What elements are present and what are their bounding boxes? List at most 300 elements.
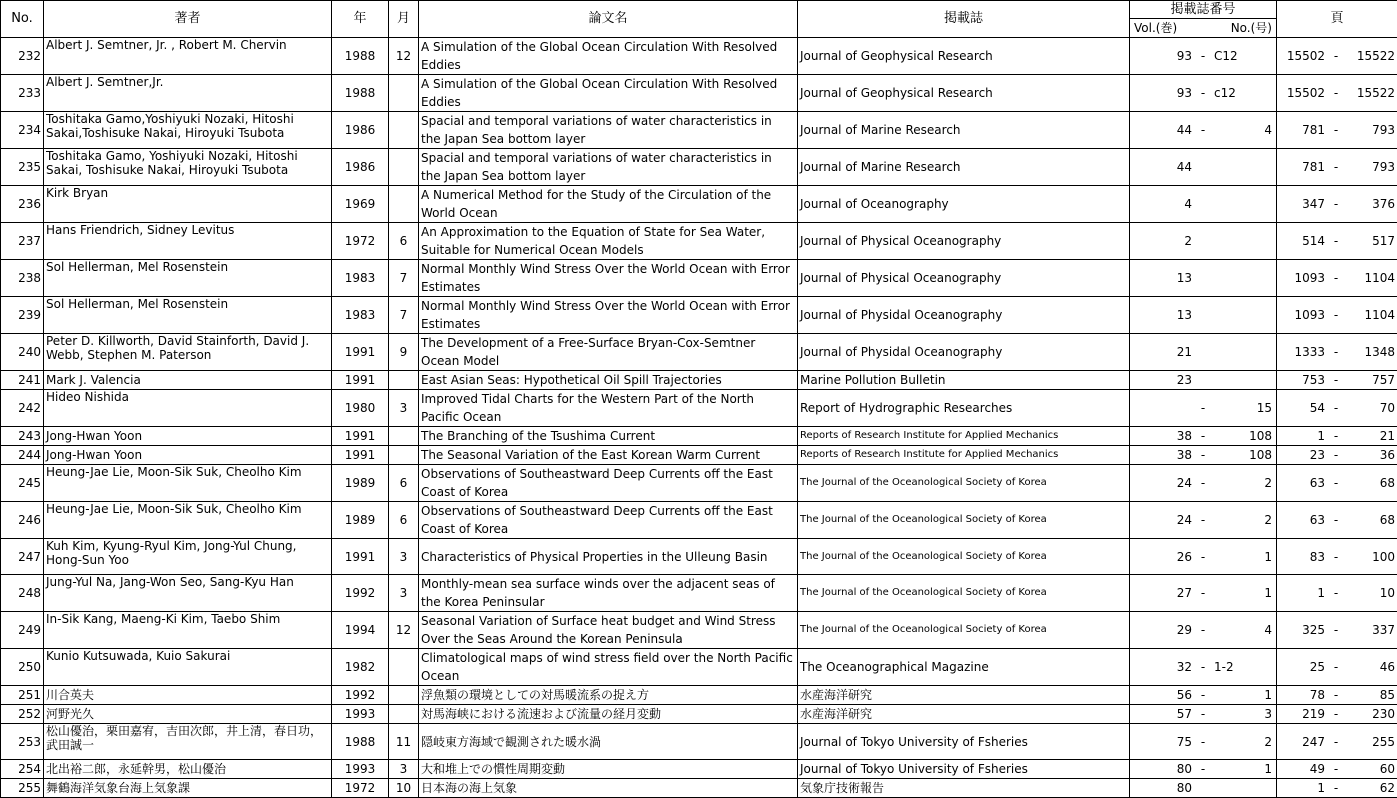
cell-no[interactable]: 248 [1, 575, 44, 612]
cell-no[interactable]: 236 [1, 186, 44, 223]
cell-page-start: 78 [1279, 688, 1325, 702]
cell-vol: 93 [1132, 86, 1192, 100]
cell-journal[interactable]: Journal of Marine Research [798, 149, 1130, 186]
table-row [1, 539, 1397, 575]
cell-title[interactable]: A Simulation of the Global Ocean Circulation With Resolved Eddies [419, 38, 798, 75]
cell-page-end: 376 [1347, 197, 1395, 211]
cell-page-start: 54 [1279, 401, 1325, 415]
cell-author[interactable]: Jong-Hwan Yoon [44, 446, 332, 465]
cell-pages[interactable] [1277, 446, 1397, 465]
cell-page-start: 1093 [1279, 271, 1325, 285]
cell-num: 1 [1214, 550, 1274, 564]
cell-journal[interactable]: Journal of Geophysical Research [798, 75, 1130, 112]
cell-pages[interactable] [1277, 612, 1397, 649]
cell-no[interactable]: 243 [1, 427, 44, 446]
cell-vol-dash: - [1192, 476, 1214, 490]
cell-page-end: 21 [1347, 429, 1395, 443]
table-row [1, 38, 1397, 75]
cell-journal[interactable]: Report of Hydrographic Researches [798, 390, 1130, 427]
cell-vol: 80 [1132, 762, 1192, 776]
cell-month[interactable] [389, 686, 419, 705]
cell-page-end: 70 [1347, 401, 1395, 415]
cell-no[interactable]: 252 [1, 705, 44, 724]
cell-no[interactable]: 254 [1, 760, 44, 779]
table-row [1, 297, 1397, 334]
cell-month[interactable]: 6 [389, 502, 419, 539]
cell-author[interactable]: Toshitaka Gamo,Yoshiyuki Nozaki, Hitoshi Sakai,Toshisuke Nakai, Hiroyuki Tsubota [44, 112, 332, 149]
cell-pages[interactable] [1277, 502, 1397, 539]
cell-page-dash: - [1325, 271, 1347, 285]
table-row [1, 75, 1397, 112]
cell-title[interactable]: Characteristics of Physical Properties in the Ulleung Basin [419, 539, 798, 575]
table-row [1, 427, 1397, 446]
cell-journal[interactable]: The Journal of the Oceanological Society of Korea [798, 539, 1130, 575]
col-header-issue[interactable] [1130, 1, 1277, 38]
cell-title[interactable]: The Branching of the Tsushima Current [419, 427, 798, 446]
cell-year[interactable]: 1991 [332, 446, 389, 465]
cell-issue[interactable] [1130, 465, 1277, 502]
cell-page-end: 68 [1347, 476, 1395, 490]
cell-pages[interactable] [1277, 75, 1397, 112]
cell-journal[interactable]: Journal of Oceanography [798, 186, 1130, 223]
cell-author[interactable]: 北出裕二郎，永延幹男，松山優治 [44, 760, 332, 779]
cell-title[interactable]: Normal Monthly Wind Stress Over the World Ocean with Error Estimates [419, 297, 798, 334]
cell-author[interactable]: Heung-Jae Lie, Moon-Sik Suk, Cheolho Kim [44, 465, 332, 502]
cell-journal[interactable]: The Oceanographical Magazine [798, 649, 1130, 686]
cell-issue[interactable] [1130, 112, 1277, 149]
cell-page-start: 781 [1279, 160, 1325, 174]
cell-year[interactable]: 1994 [332, 612, 389, 649]
cell-vol: 21 [1132, 345, 1192, 359]
cell-month[interactable] [389, 371, 419, 390]
cell-page-dash: - [1325, 197, 1347, 211]
cell-month[interactable]: 3 [389, 390, 419, 427]
cell-month[interactable]: 11 [389, 724, 419, 760]
cell-author[interactable]: Hans Friendrich, Sidney Levitus [44, 223, 332, 260]
cell-no[interactable]: 241 [1, 371, 44, 390]
cell-no[interactable]: 235 [1, 149, 44, 186]
cell-year[interactable]: 1982 [332, 649, 389, 686]
cell-vol-dash: - [1192, 401, 1214, 415]
cell-year[interactable]: 1986 [332, 112, 389, 149]
cell-page-dash: - [1325, 86, 1347, 100]
col-header-page[interactable]: 頁 [1277, 1, 1397, 38]
cell-journal[interactable]: 水産海洋研究 [798, 686, 1130, 705]
cell-title[interactable]: Climatological maps of wind stress field over the North Pacific Ocean [419, 649, 798, 686]
cell-issue[interactable] [1130, 38, 1277, 75]
cell-pages[interactable] [1277, 371, 1397, 390]
col-header-issue-group: 掲載誌番号 [1130, 1, 1277, 19]
cell-title[interactable]: An Approximation to the Equation of State for Sea Water, Suitable for Numerical Ocean Models [419, 223, 798, 260]
cell-page-end: 100 [1347, 550, 1395, 564]
cell-issue[interactable] [1130, 575, 1277, 612]
cell-num: 2 [1214, 513, 1274, 527]
cell-issue[interactable] [1130, 705, 1277, 724]
table-row [1, 149, 1397, 186]
cell-page-start: 219 [1279, 707, 1325, 721]
cell-no[interactable]: 251 [1, 686, 44, 705]
cell-title[interactable]: 大和堆上での慣性周期変動 [419, 760, 798, 779]
cell-year[interactable]: 1989 [332, 465, 389, 502]
cell-month[interactable]: 9 [389, 334, 419, 371]
cell-page-end: 15522 [1347, 86, 1395, 100]
cell-year[interactable]: 1986 [332, 149, 389, 186]
cell-title[interactable]: The Seasonal Variation of the East Korean Warm Current [419, 446, 798, 465]
cell-page-dash: - [1325, 308, 1347, 322]
cell-pages[interactable] [1277, 760, 1397, 779]
cell-journal[interactable]: Journal of Physical Oceanography [798, 260, 1130, 297]
cell-vol: 13 [1132, 271, 1192, 285]
cell-num: 1-2 [1214, 660, 1274, 674]
cell-journal[interactable]: Journal of Physical Oceanography [798, 223, 1130, 260]
cell-author[interactable]: Heung-Jae Lie, Moon-Sik Suk, Cheolho Kim [44, 502, 332, 539]
cell-page-start: 25 [1279, 660, 1325, 674]
cell-pages[interactable] [1277, 649, 1397, 686]
cell-author[interactable]: 松山優治，栗田嘉宥，吉田次郎，井上清，春日功，武田誠一 [44, 724, 332, 760]
cell-month[interactable]: 3 [389, 760, 419, 779]
cell-no[interactable]: 233 [1, 75, 44, 112]
cell-page-dash: - [1325, 586, 1347, 600]
cell-year[interactable]: 1992 [332, 575, 389, 612]
cell-no[interactable]: 232 [1, 38, 44, 75]
cell-no[interactable]: 247 [1, 539, 44, 575]
cell-no[interactable]: 238 [1, 260, 44, 297]
cell-issue[interactable] [1130, 297, 1277, 334]
cell-month[interactable] [389, 186, 419, 223]
cell-author[interactable]: Kuh Kim, Kyung-Ryul Kim, Jong-Yul Chung, Hong-Sun Yoo [44, 539, 332, 575]
cell-page-dash: - [1325, 707, 1347, 721]
cell-page-start: 514 [1279, 234, 1325, 248]
cell-issue[interactable] [1130, 649, 1277, 686]
col-header-title[interactable]: 論文名 [419, 1, 798, 38]
cell-year[interactable]: 1992 [332, 686, 389, 705]
table-row [1, 705, 1397, 724]
table-row [1, 502, 1397, 539]
cell-vol-dash: - [1192, 688, 1214, 702]
cell-pages[interactable] [1277, 575, 1397, 612]
cell-pages[interactable] [1277, 297, 1397, 334]
cell-author[interactable]: Toshitaka Gamo, Yoshiyuki Nozaki, Hitoshi Sakai, Toshisuke Nakai, Hiroyuki Tsubota [44, 149, 332, 186]
cell-title[interactable]: The Development of a Free-Surface Bryan-Cox-Semtner Ocean Model [419, 334, 798, 371]
cell-title[interactable]: 日本海の海上気象 [419, 779, 798, 798]
cell-journal[interactable]: 気象庁技術報告 [798, 779, 1130, 798]
cell-page-start: 15502 [1279, 49, 1325, 63]
cell-vol: 2 [1132, 234, 1192, 248]
cell-month[interactable]: 12 [389, 38, 419, 75]
cell-vol: 38 [1132, 429, 1192, 443]
cell-pages[interactable] [1277, 334, 1397, 371]
cell-title[interactable]: Observations of Southeastward Deep Currents off the East Coast of Korea [419, 502, 798, 539]
cell-pages[interactable] [1277, 465, 1397, 502]
cell-month[interactable]: 10 [389, 779, 419, 798]
cell-page-end: 517 [1347, 234, 1395, 248]
cell-journal[interactable]: Journal of Tokyo University of Fsheries [798, 760, 1130, 779]
cell-month[interactable]: 7 [389, 260, 419, 297]
cell-title[interactable]: East Asian Seas: Hypothetical Oil Spill Trajectories [419, 371, 798, 390]
cell-vol: 38 [1132, 448, 1192, 462]
cell-no[interactable]: 239 [1, 297, 44, 334]
cell-page-end: 793 [1347, 160, 1395, 174]
table-row [1, 112, 1397, 149]
cell-page-end: 36 [1347, 448, 1395, 462]
col-header-journal[interactable]: 掲載誌 [798, 1, 1130, 38]
cell-issue[interactable] [1130, 724, 1277, 760]
cell-year[interactable]: 1991 [332, 427, 389, 446]
cell-issue[interactable] [1130, 539, 1277, 575]
cell-journal[interactable]: Journal of Physidal Oceanography [798, 297, 1130, 334]
cell-pages[interactable] [1277, 223, 1397, 260]
cell-page-dash: - [1325, 735, 1347, 749]
cell-vol: 4 [1132, 197, 1192, 211]
cell-author[interactable]: 舞鶴海洋気象台海上気象課 [44, 779, 332, 798]
cell-year[interactable]: 1983 [332, 260, 389, 297]
cell-page-dash: - [1325, 550, 1347, 564]
cell-author[interactable]: In-Sik Kang, Maeng-Ki Kim, Taebo Shim [44, 612, 332, 649]
cell-title[interactable]: Spacial and temporal variations of water characteristics in the Japan Sea bottom layer [419, 149, 798, 186]
col-header-vol: Vol.(巻) [1134, 19, 1177, 37]
cell-page-dash: - [1325, 513, 1347, 527]
cell-page-end: 10 [1347, 586, 1395, 600]
cell-year[interactable]: 1980 [332, 390, 389, 427]
cell-year[interactable]: 1988 [332, 38, 389, 75]
cell-title[interactable]: A Simulation of the Global Ocean Circulation With Resolved Eddies [419, 75, 798, 112]
cell-issue[interactable] [1130, 223, 1277, 260]
cell-page-end: 1104 [1347, 308, 1395, 322]
cell-vol-dash: - [1192, 550, 1214, 564]
cell-page-start: 1093 [1279, 308, 1325, 322]
cell-issue[interactable] [1130, 75, 1277, 112]
cell-pages[interactable] [1277, 38, 1397, 75]
cell-vol-dash: - [1192, 735, 1214, 749]
cell-page-end: 255 [1347, 735, 1395, 749]
cell-title[interactable]: Normal Monthly Wind Stress Over the World Ocean with Error Estimates [419, 260, 798, 297]
cell-page-dash: - [1325, 781, 1347, 795]
cell-year[interactable]: 1983 [332, 297, 389, 334]
cell-pages[interactable] [1277, 705, 1397, 724]
cell-year[interactable]: 1991 [332, 371, 389, 390]
col-header-year[interactable]: 年 [332, 1, 389, 38]
cell-vol: 27 [1132, 586, 1192, 600]
cell-author[interactable]: 川合英夫 [44, 686, 332, 705]
cell-no[interactable]: 237 [1, 223, 44, 260]
cell-page-dash: - [1325, 373, 1347, 387]
cell-vol: 93 [1132, 49, 1192, 63]
cell-title[interactable]: 隠岐東方海域で観測された暖水渦 [419, 724, 798, 760]
cell-vol: 80 [1132, 781, 1192, 795]
cell-no[interactable]: 234 [1, 112, 44, 149]
cell-page-dash: - [1325, 49, 1347, 63]
cell-journal[interactable]: Marine Pollution Bulletin [798, 371, 1130, 390]
cell-journal[interactable]: Journal of Geophysical Research [798, 38, 1130, 75]
cell-page-start: 1 [1279, 781, 1325, 795]
cell-issue[interactable] [1130, 390, 1277, 427]
cell-month[interactable]: 7 [389, 297, 419, 334]
cell-issue[interactable] [1130, 149, 1277, 186]
cell-vol-dash: - [1192, 762, 1214, 776]
table-row [1, 575, 1397, 612]
cell-author[interactable]: Sol Hellerman, Mel Rosenstein [44, 260, 332, 297]
cell-no[interactable]: 246 [1, 502, 44, 539]
cell-year[interactable]: 1972 [332, 223, 389, 260]
col-header-author[interactable]: 著者 [44, 1, 332, 38]
cell-issue[interactable] [1130, 612, 1277, 649]
cell-issue[interactable] [1130, 260, 1277, 297]
cell-month[interactable] [389, 75, 419, 112]
cell-vol-dash: - [1192, 448, 1214, 462]
cell-num: 15 [1214, 401, 1274, 415]
cell-vol-dash: - [1192, 623, 1214, 637]
cell-pages[interactable] [1277, 779, 1397, 798]
cell-title[interactable]: 対馬海峡における流速および流量の経月変動 [419, 705, 798, 724]
cell-num: 1 [1214, 586, 1274, 600]
cell-page-end: 793 [1347, 123, 1395, 137]
cell-issue[interactable] [1130, 446, 1277, 465]
cell-vol-dash: - [1192, 586, 1214, 600]
cell-pages[interactable] [1277, 112, 1397, 149]
table-row [1, 649, 1397, 686]
cell-author[interactable]: Sol Hellerman, Mel Rosenstein [44, 297, 332, 334]
cell-vol-dash: - [1192, 513, 1214, 527]
cell-page-start: 347 [1279, 197, 1325, 211]
cell-vol: 29 [1132, 623, 1192, 637]
cell-month[interactable] [389, 112, 419, 149]
col-header-month[interactable]: 月 [389, 1, 419, 38]
cell-journal[interactable]: The Journal of the Oceanological Society of Korea [798, 502, 1130, 539]
cell-journal[interactable]: 水産海洋研究 [798, 705, 1130, 724]
cell-year[interactable]: 1988 [332, 724, 389, 760]
cell-num: 1 [1214, 762, 1274, 776]
cell-vol: 13 [1132, 308, 1192, 322]
cell-author[interactable]: Jong-Hwan Yoon [44, 427, 332, 446]
cell-journal[interactable]: The Journal of the Oceanological Society of Korea [798, 575, 1130, 612]
cell-year[interactable]: 1991 [332, 539, 389, 575]
cell-page-start: 753 [1279, 373, 1325, 387]
cell-page-start: 63 [1279, 513, 1325, 527]
cell-no[interactable]: 244 [1, 446, 44, 465]
cell-month[interactable] [389, 649, 419, 686]
col-header-no[interactable]: No. [1, 1, 44, 38]
table-row [1, 779, 1397, 798]
cell-pages[interactable] [1277, 186, 1397, 223]
col-header-num: No.(号) [1231, 19, 1272, 37]
cell-month[interactable] [389, 446, 419, 465]
cell-vol: 23 [1132, 373, 1192, 387]
cell-no[interactable]: 249 [1, 612, 44, 649]
cell-title[interactable]: Observations of Southeastward Deep Currents off the East Coast of Korea [419, 465, 798, 502]
cell-page-dash: - [1325, 234, 1347, 248]
cell-author[interactable]: Hideo Nishida [44, 390, 332, 427]
cell-author[interactable]: Kunio Kutsuwada, Kuio Sakurai [44, 649, 332, 686]
cell-issue[interactable] [1130, 686, 1277, 705]
cell-vol: 24 [1132, 513, 1192, 527]
cell-year[interactable]: 1988 [332, 75, 389, 112]
cell-year[interactable]: 1993 [332, 705, 389, 724]
cell-vol-dash: - [1192, 429, 1214, 443]
cell-title[interactable]: 浮魚類の環境としての対馬暖流系の捉え方 [419, 686, 798, 705]
cell-pages[interactable] [1277, 260, 1397, 297]
cell-page-dash: - [1325, 345, 1347, 359]
cell-pages[interactable] [1277, 427, 1397, 446]
cell-page-start: 49 [1279, 762, 1325, 776]
cell-title[interactable]: Seasonal Variation of Surface heat budget and Wind Stress Over the Seas Around the Korean Peninsula [419, 612, 798, 649]
cell-month[interactable]: 6 [389, 465, 419, 502]
cell-issue[interactable] [1130, 760, 1277, 779]
cell-page-end: 60 [1347, 762, 1395, 776]
cell-issue[interactable] [1130, 186, 1277, 223]
cell-pages[interactable] [1277, 724, 1397, 760]
cell-page-dash: - [1325, 660, 1347, 674]
cell-month[interactable] [389, 149, 419, 186]
table-row [1, 186, 1397, 223]
cell-journal[interactable]: Journal of Physidal Oceanography [798, 334, 1130, 371]
cell-author[interactable]: Kirk Bryan [44, 186, 332, 223]
cell-pages[interactable] [1277, 390, 1397, 427]
cell-author[interactable]: 河野光久 [44, 705, 332, 724]
cell-no[interactable]: 242 [1, 390, 44, 427]
cell-month[interactable] [389, 705, 419, 724]
table-row [1, 760, 1397, 779]
cell-title[interactable]: Improved Tidal Charts for the Western Part of the North Pacific Ocean [419, 390, 798, 427]
cell-month[interactable] [389, 427, 419, 446]
cell-author[interactable]: Albert J. Semtner, Jr. , Robert M. Chervin [44, 38, 332, 75]
cell-no[interactable]: 253 [1, 724, 44, 760]
cell-page-dash: - [1325, 448, 1347, 462]
cell-author[interactable]: Albert J. Semtner,Jr. [44, 75, 332, 112]
cell-issue[interactable] [1130, 502, 1277, 539]
cell-month[interactable]: 3 [389, 539, 419, 575]
cell-issue[interactable] [1130, 371, 1277, 390]
cell-title[interactable]: Spacial and temporal variations of water characteristics in the Japan Sea bottom layer [419, 112, 798, 149]
cell-vol-dash: - [1192, 660, 1214, 674]
cell-month[interactable]: 3 [389, 575, 419, 612]
cell-year[interactable]: 1972 [332, 779, 389, 798]
cell-author[interactable]: Peter D. Killworth, David Stainforth, David J. Webb, Stephen M. Paterson [44, 334, 332, 371]
cell-year[interactable]: 1993 [332, 760, 389, 779]
cell-title[interactable]: Monthly-mean sea surface winds over the adjacent seas of the Korea Peninsular [419, 575, 798, 612]
cell-page-dash: - [1325, 688, 1347, 702]
cell-issue[interactable] [1130, 427, 1277, 446]
cell-journal[interactable]: Reports of Research Institute for Applied Mechanics [798, 446, 1130, 465]
table-row [1, 612, 1397, 649]
cell-journal[interactable]: The Journal of the Oceanological Society of Korea [798, 612, 1130, 649]
cell-year[interactable]: 1991 [332, 334, 389, 371]
cell-journal[interactable]: Reports of Research Institute for Applied Mechanics [798, 427, 1130, 446]
cell-pages[interactable] [1277, 539, 1397, 575]
cell-journal[interactable]: The Journal of the Oceanological Society of Korea [798, 465, 1130, 502]
cell-year[interactable]: 1969 [332, 186, 389, 223]
cell-vol: 26 [1132, 550, 1192, 564]
cell-no[interactable]: 250 [1, 649, 44, 686]
cell-no[interactable]: 245 [1, 465, 44, 502]
cell-pages[interactable] [1277, 686, 1397, 705]
cell-journal[interactable]: Journal of Tokyo University of Fsheries [798, 724, 1130, 760]
cell-page-end: 68 [1347, 513, 1395, 527]
cell-no[interactable]: 255 [1, 779, 44, 798]
cell-author[interactable]: Jung-Yul Na, Jang-Won Seo, Sang-Kyu Han [44, 575, 332, 612]
cell-year[interactable]: 1989 [332, 502, 389, 539]
cell-issue[interactable] [1130, 334, 1277, 371]
cell-title[interactable]: A Numerical Method for the Study of the Circulation of the World Ocean [419, 186, 798, 223]
cell-month[interactable]: 12 [389, 612, 419, 649]
cell-page-start: 1 [1279, 586, 1325, 600]
cell-num: c12 [1214, 86, 1274, 100]
cell-pages[interactable] [1277, 149, 1397, 186]
cell-author[interactable]: Mark J. Valencia [44, 371, 332, 390]
cell-month[interactable]: 6 [389, 223, 419, 260]
cell-issue[interactable] [1130, 779, 1277, 798]
cell-no[interactable]: 240 [1, 334, 44, 371]
cell-journal[interactable]: Journal of Marine Research [798, 112, 1130, 149]
